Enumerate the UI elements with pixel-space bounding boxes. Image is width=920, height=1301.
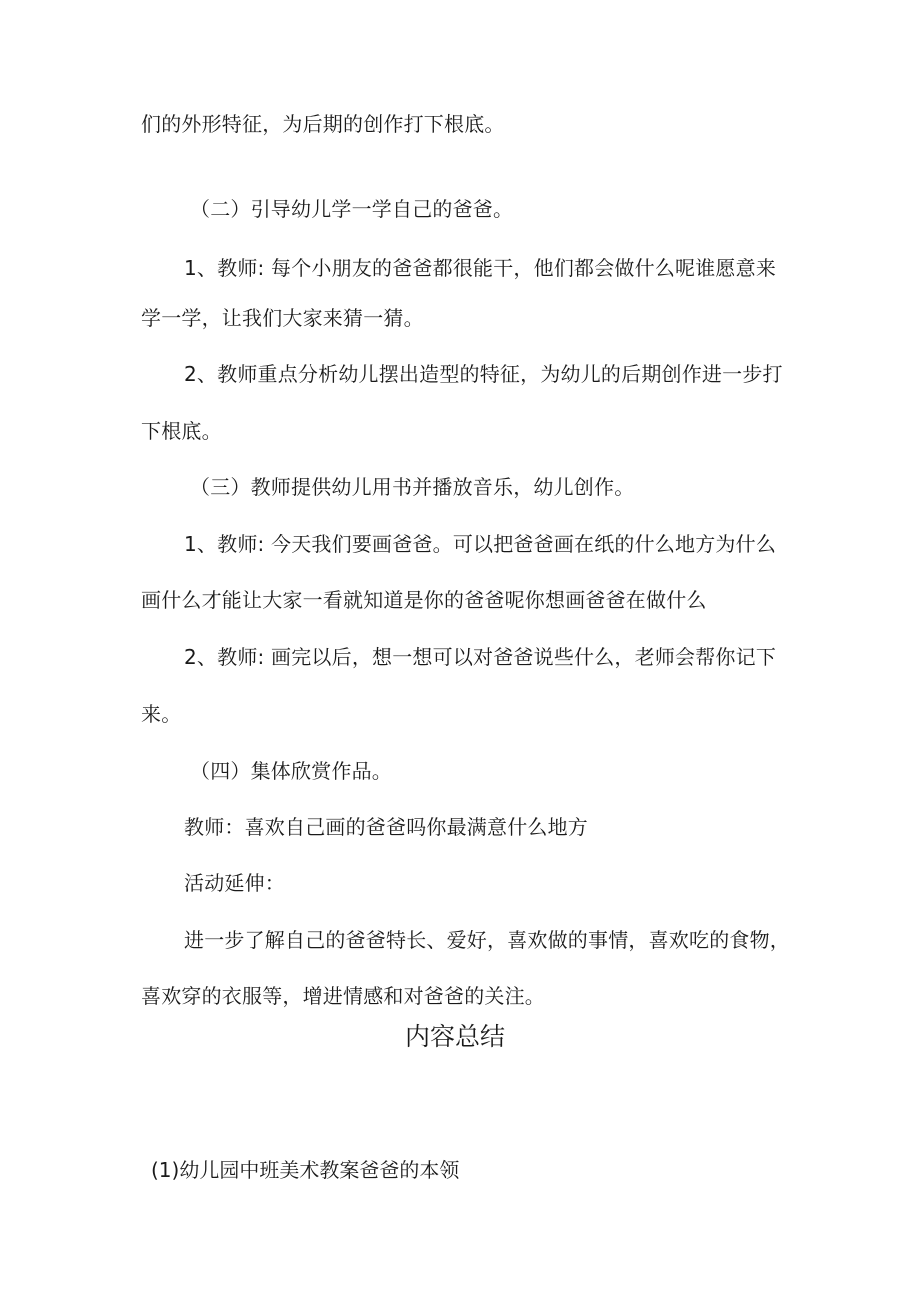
- section-heading: （四）集体欣赏作品。: [190, 759, 392, 783]
- body-text-line: 活动延伸：: [184, 871, 285, 895]
- body-text-line: 来。: [141, 702, 182, 726]
- body-text-line: 1、教师: 今天我们要画爸爸。可以把爸爸画在纸的什么地方为什么: [184, 532, 777, 556]
- body-text-line: 2、教师: 画完以后，想一想可以对爸爸说些什么，老师会帮你记下: [184, 645, 777, 669]
- summary-title: 内容总结: [405, 1022, 506, 1051]
- body-text-line: 进一步了解自己的爸爸特长、爱好，喜欢做的事情，喜欢吃的食物，: [184, 928, 790, 952]
- body-text-line: 学一学，让我们大家来猜一猜。: [141, 306, 424, 330]
- body-text-line: 下根底。: [141, 419, 222, 443]
- body-text-line: 1、教师: 每个小朋友的爸爸都很能干，他们都会做什么呢谁愿意来: [184, 256, 777, 280]
- summary-item: (1)幼儿园中班美术教案爸爸的本领: [151, 1158, 460, 1182]
- section-heading: （二）引导幼儿学一学自己的爸爸。: [190, 197, 514, 221]
- body-text-line: 们的外形特征，为后期的创作打下根底。: [141, 112, 505, 136]
- section-heading: （三）教师提供幼儿用书并播放音乐，幼儿创作。: [190, 475, 635, 499]
- body-text-line: 2、教师重点分析幼儿摆出造型的特征，为幼儿的后期创作进一步打: [184, 362, 783, 386]
- body-text-line: 画什么才能让大家一看就知道是你的爸爸呢你想画爸爸在做什么: [141, 588, 707, 612]
- body-text-line: 喜欢穿的衣服等，增进情感和对爸爸的关注。: [141, 984, 545, 1008]
- body-text-line: 教师：喜欢自己画的爸爸吗你最满意什么地方: [184, 815, 588, 839]
